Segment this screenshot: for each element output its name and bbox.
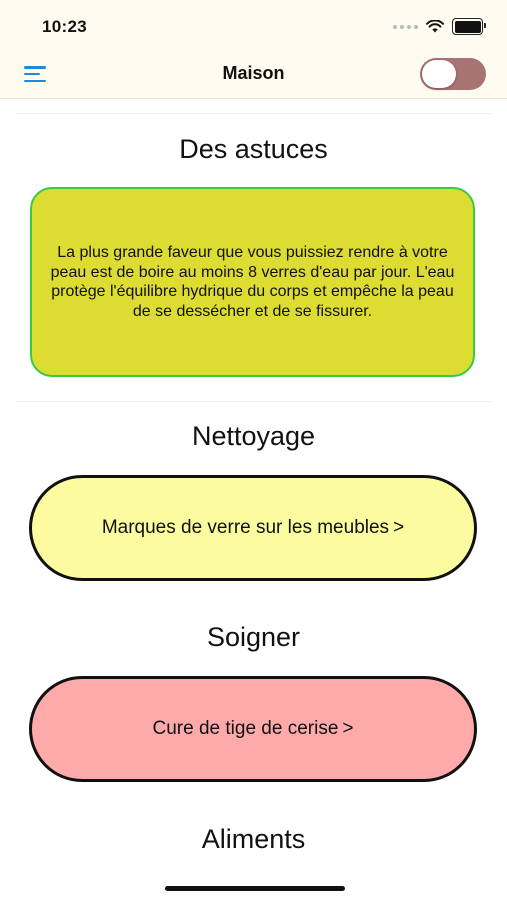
wifi-icon <box>426 20 444 33</box>
nettoyage-item-button[interactable] <box>29 475 477 581</box>
theme-toggle[interactable] <box>420 58 486 90</box>
home-indicator[interactable] <box>165 886 345 891</box>
divider <box>16 401 491 402</box>
chevron-right-icon: > <box>342 718 354 739</box>
soigner-item-label: Cure de tige de cerise <box>152 718 339 739</box>
top-bar <box>0 0 507 99</box>
page-title: Maison <box>222 63 285 83</box>
status-icons <box>393 18 483 35</box>
battery-icon <box>452 18 483 35</box>
tips-title: Des astuces <box>179 134 328 164</box>
toggle-knob <box>422 60 456 88</box>
nettoyage-item-label: Marques de verre sur les meubles <box>101 517 390 538</box>
tip-card <box>30 187 475 377</box>
signal-icon <box>393 25 418 29</box>
status-time: 10:23 <box>42 17 87 36</box>
soigner-item-button[interactable] <box>29 676 477 782</box>
chevron-right-icon: > <box>393 517 405 538</box>
section-title-aliments: Aliments <box>201 824 306 854</box>
divider <box>16 113 491 114</box>
tip-text: La plus grande faveur que vous puissiez rendre à votre peau est de boire au moins 8 verres d'eau par jour. L'eau protège l'équilibre hydrique du corps et empêche la peau de se dessécher et de se fissurer. <box>50 244 455 320</box>
section-title-nettoyage: Nettoyage <box>191 421 316 451</box>
section-title-soigner: Soigner <box>206 622 301 652</box>
